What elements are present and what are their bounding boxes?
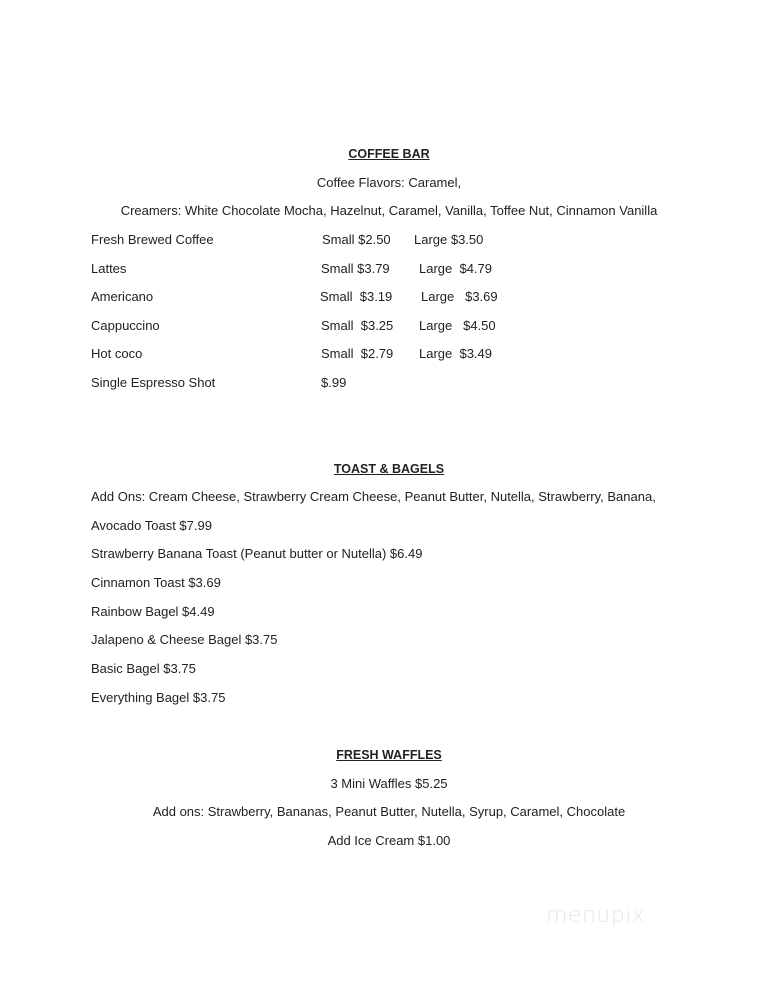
waffle-item: 3 Mini Waffles $5.25 <box>330 776 448 791</box>
list-item: Jalapeno & Cheese Bagel $3.75 <box>91 632 278 647</box>
price: $.99 <box>321 375 347 390</box>
large-price: Large $4.79 <box>419 261 493 276</box>
toast-bagels-heading: TOAST & BAGELS <box>333 462 445 476</box>
coffee-bar-heading: COFFEE BAR <box>348 147 430 161</box>
small-price: Small $3.79 <box>321 261 390 276</box>
list-item: Everything Bagel $3.75 <box>91 690 226 705</box>
item-name: Americano <box>91 289 154 304</box>
item-name: Single Espresso Shot <box>91 375 216 390</box>
menupix-watermark: menupix <box>546 903 646 928</box>
waffle-add-ons: Add ons: Strawberry, Bananas, Peanut Butter, Nutella, Syrup, Caramel, Chocolate <box>152 804 626 819</box>
list-item: Rainbow Bagel $4.49 <box>91 604 215 619</box>
list-item: Strawberry Banana Toast (Peanut butter or Nutella) $6.49 <box>91 546 423 561</box>
coffee-flavors: Coffee Flavors: Caramel, <box>316 175 462 190</box>
fresh-waffles-heading: FRESH WAFFLES <box>336 748 442 762</box>
list-item: Cinnamon Toast $3.69 <box>91 575 221 590</box>
creamers: Creamers: White Chocolate Mocha, Hazelnut, Caramel, Vanilla, Toffee Nut, Cinnamon Vanilla <box>120 203 658 218</box>
large-price: Large $3.69 <box>421 289 498 304</box>
large-price: Large $4.50 <box>419 318 496 333</box>
small-price: Small $3.19 <box>320 289 393 304</box>
item-name: Lattes <box>91 261 127 276</box>
item-name: Cappuccino <box>91 318 160 333</box>
list-item: Basic Bagel $3.75 <box>91 661 196 676</box>
small-price: Small $2.79 <box>321 346 394 361</box>
add-ons: Add Ons: Cream Cheese, Strawberry Cream Cheese, Peanut Butter, Nutella, Strawberry, Banana, <box>91 489 656 504</box>
item-name: Fresh Brewed Coffee <box>91 232 214 247</box>
list-item: Avocado Toast $7.99 <box>91 518 212 533</box>
ice-cream-add: Add Ice Cream $1.00 <box>327 833 451 848</box>
large-price: Large $3.49 <box>419 346 493 361</box>
item-name: Hot coco <box>91 346 143 361</box>
small-price: Small $2.50 <box>322 232 391 247</box>
large-price: Large $3.50 <box>414 232 484 247</box>
small-price: Small $3.25 <box>321 318 394 333</box>
